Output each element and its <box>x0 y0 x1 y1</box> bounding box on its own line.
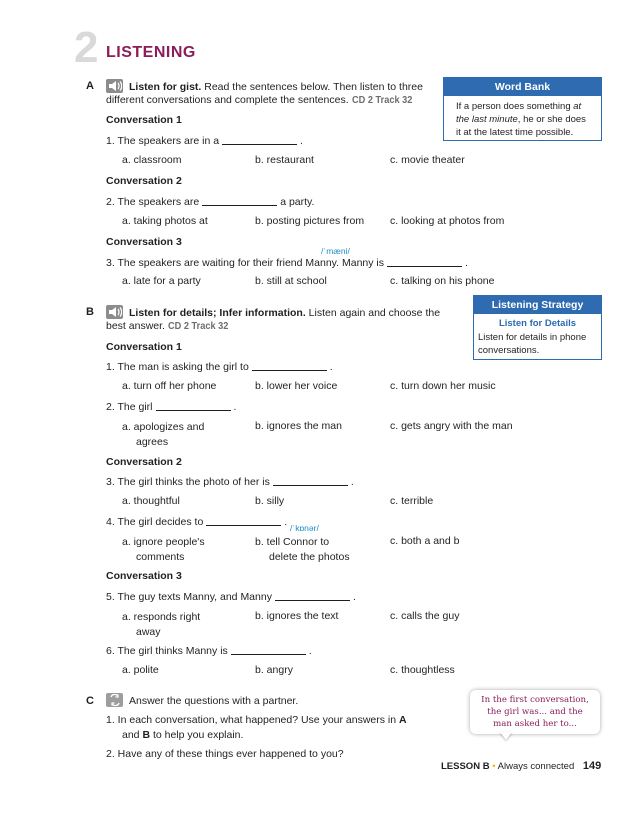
footer <box>441 760 601 772</box>
b-q2-end: . <box>233 401 237 413</box>
pair-work-icon <box>106 693 123 707</box>
audio-icon[interactable] <box>106 305 123 319</box>
answer-blank[interactable] <box>156 410 231 411</box>
page-number: 149 <box>582 760 602 772</box>
b-q4-opt-b-line2: delete the photos <box>269 550 350 563</box>
a-q1-text: 1. The speakers are in a <box>106 135 220 147</box>
word-bank-box <box>443 77 602 141</box>
a-q3-opt-b[interactable]: b. still at school <box>255 275 327 287</box>
wb-line1-it: at <box>573 101 582 112</box>
a-q3-opt-a[interactable]: a. late for a party <box>122 275 201 287</box>
answer-blank[interactable] <box>206 525 281 526</box>
b-q5-opt-a-line2: away <box>136 625 161 638</box>
strategy-box <box>473 295 602 360</box>
answer-blank[interactable] <box>202 205 277 206</box>
bubble-line3: man asked her to... <box>493 719 577 729</box>
b-q4-opt-b-line1: b. tell Connor to <box>255 536 330 548</box>
strategy-subtitle: Listen for Details <box>498 318 577 329</box>
b-q4-opt-c[interactable]: c. both a and b <box>390 535 460 547</box>
b-q2 <box>106 401 236 413</box>
a-q1-opt-a[interactable]: a. classroom <box>122 154 182 166</box>
section-b-letter: B <box>86 306 94 318</box>
a-q2-end: a party. <box>280 196 315 208</box>
b-q2-text: 2. The girl <box>106 401 153 413</box>
strategy-title: Listening Strategy <box>474 296 601 314</box>
a-q2 <box>106 196 314 208</box>
section-a-letter: A <box>86 80 94 92</box>
b-q5-opt-a-line1: a. responds right <box>122 611 201 623</box>
b-q5-text: 5. The guy texts Manny, and Manny <box>106 591 272 603</box>
b-q3 <box>106 476 354 488</box>
b-q3-opt-b[interactable]: b. silly <box>255 495 285 507</box>
answer-blank[interactable] <box>231 654 306 655</box>
wb-line2: , he or she does <box>517 114 586 125</box>
section-b-instr1: Listen again and choose the <box>305 307 441 319</box>
b-q6-opt-c[interactable]: c. thoughtless <box>390 664 455 676</box>
section-b-track: CD 2 Track 32 <box>167 321 229 332</box>
answer-blank[interactable] <box>222 144 297 145</box>
b-q1-text: 1. The man is asking the girl to <box>106 361 249 373</box>
b-q4-opt-a-line2: comments <box>136 550 185 563</box>
answer-blank[interactable] <box>252 370 327 371</box>
wb-line1: If a person does something <box>456 101 574 112</box>
wb-line3: it at the latest time possible. <box>456 127 574 138</box>
b-q4-opt-a[interactable] <box>122 535 205 564</box>
b-q1-end: . <box>329 361 333 373</box>
section-a-track: CD 2 Track 32 <box>351 95 412 106</box>
b-q2-opt-a[interactable] <box>122 420 204 449</box>
b-q5-end: . <box>352 591 356 603</box>
section-a-heading: Listen for gist. <box>129 81 202 93</box>
a-q3-text: 3. The speakers are waiting for their friend Manny. Manny is <box>106 257 384 269</box>
b-q5-opt-a[interactable] <box>122 610 200 639</box>
b-q3-text: 3. The girl thinks the photo of her is <box>106 476 270 488</box>
b-conv2-label: Conversation 2 <box>106 456 182 468</box>
b-q3-opt-a[interactable]: a. thoughtful <box>122 495 180 507</box>
audio-icon[interactable] <box>106 79 123 93</box>
a-conv3-label: Conversation 3 <box>106 236 182 248</box>
b-q4-text: 4. The girl decides to <box>106 516 204 528</box>
a-q2-opt-b[interactable]: b. posting pictures from <box>255 215 365 227</box>
a-q2-opt-c[interactable]: c. looking at photos from <box>390 215 505 227</box>
a-q1-end: . <box>300 135 303 147</box>
section-b-instr2: best answer. <box>106 320 165 332</box>
c-q1-line1 <box>106 714 407 726</box>
a-conv2-label: Conversation 2 <box>106 175 182 187</box>
a-q2-text: 2. The speakers are <box>106 196 200 208</box>
b-q6-opt-b[interactable]: b. angry <box>255 664 293 676</box>
b-q4 <box>106 516 287 528</box>
bubble-line1: In the first conversation, <box>481 695 589 705</box>
b-conv3-label: Conversation 3 <box>106 570 182 582</box>
a-q3-end: . <box>465 257 468 269</box>
b-q1-opt-c[interactable]: c. turn down her music <box>390 380 496 392</box>
section-b-heading: Listen for details; Infer information. <box>129 307 306 319</box>
c-q1-bold-a: A <box>399 714 407 726</box>
section-b-instr2-line <box>106 320 233 332</box>
word-bank-body <box>444 96 601 139</box>
b-q6-text: 6. The girl thinks Manny is <box>106 645 228 657</box>
ipa-manny: /ˈmæni/ <box>321 246 350 256</box>
footer-lesson: LESSON B <box>441 761 490 772</box>
b-q1 <box>106 361 333 373</box>
a-q3 <box>106 257 468 269</box>
strategy-line2: conversations. <box>478 345 540 356</box>
bubble-line2: the girl was... and the <box>487 707 583 717</box>
a-q1-opt-c[interactable]: c. movie theater <box>390 154 465 166</box>
c-q1-line2 <box>122 729 243 741</box>
a-q1 <box>106 135 303 147</box>
section-c-instruction <box>106 693 298 707</box>
b-q5-opt-c[interactable]: c. calls the guy <box>390 610 460 622</box>
speech-bubble <box>470 690 600 734</box>
b-q4-opt-b[interactable] <box>255 535 350 564</box>
b-q5 <box>106 591 356 603</box>
c-q1-end: to help you explain. <box>150 729 244 741</box>
b-q4-end: . <box>284 516 288 528</box>
section-c-letter: C <box>86 695 94 707</box>
wb-line2-it: the last minute <box>456 114 518 125</box>
strategy-line1: Listen for details in phone <box>478 332 587 343</box>
a-conv1-label: Conversation 1 <box>106 114 182 126</box>
a-q1-opt-b[interactable]: b. restaurant <box>255 154 314 166</box>
section-b-instruction <box>106 305 440 319</box>
b-q6-end: . <box>308 645 312 657</box>
section-a-instr2-line <box>106 94 417 106</box>
b-q2-opt-a-line2: agrees <box>136 435 169 448</box>
speech-bubble-tail <box>500 732 512 740</box>
word-bank-title: Word Bank <box>444 78 601 96</box>
a-q3-opt-c[interactable]: c. talking on his phone <box>390 275 495 287</box>
c-q1-text: 1. In each conversation, what happened? Use your answers in <box>106 714 400 726</box>
b-q2-opt-c[interactable]: c. gets angry with the man <box>390 420 513 432</box>
b-q3-opt-c[interactable]: c. terrible <box>390 495 434 507</box>
b-q2-opt-b[interactable]: b. ignores the man <box>255 420 342 432</box>
b-conv1-label: Conversation 1 <box>106 341 182 353</box>
section-a-instr1: Read the sentences below. Then listen to three <box>201 81 423 93</box>
c-q2: 2. Have any of these things ever happened to you? <box>106 748 344 760</box>
section-title: LISTENING <box>106 44 196 61</box>
b-q6-opt-a[interactable]: a. polite <box>122 664 159 676</box>
c-q1-bold-b: B <box>142 729 151 741</box>
answer-blank[interactable] <box>273 485 348 486</box>
answer-blank[interactable] <box>275 600 350 601</box>
footer-topic: Always connected <box>497 761 575 772</box>
section-c-instr-text: Answer the questions with a partner. <box>129 695 299 707</box>
section-number: 2 <box>74 23 99 72</box>
ipa-connor: /ˈkɒnər/ <box>290 523 319 533</box>
answer-blank[interactable] <box>387 266 462 267</box>
b-q1-opt-b[interactable]: b. lower her voice <box>255 380 338 392</box>
footer-dot: • <box>492 761 496 772</box>
b-q5-opt-b[interactable]: b. ignores the text <box>255 610 339 622</box>
c-q1-and: and <box>122 729 143 741</box>
a-q2-opt-a[interactable]: a. taking photos at <box>122 215 208 227</box>
section-a-instr2: different conversations and complete the sentences. <box>106 94 349 106</box>
b-q3-end: . <box>350 476 354 488</box>
b-q1-opt-a[interactable]: a. turn off her phone <box>122 380 217 392</box>
section-a-instruction <box>106 79 423 93</box>
b-q6 <box>106 645 312 657</box>
b-q2-opt-a-line1: a. apologizes and <box>122 421 205 433</box>
b-q4-opt-a-line1: a. ignore people's <box>122 536 205 548</box>
